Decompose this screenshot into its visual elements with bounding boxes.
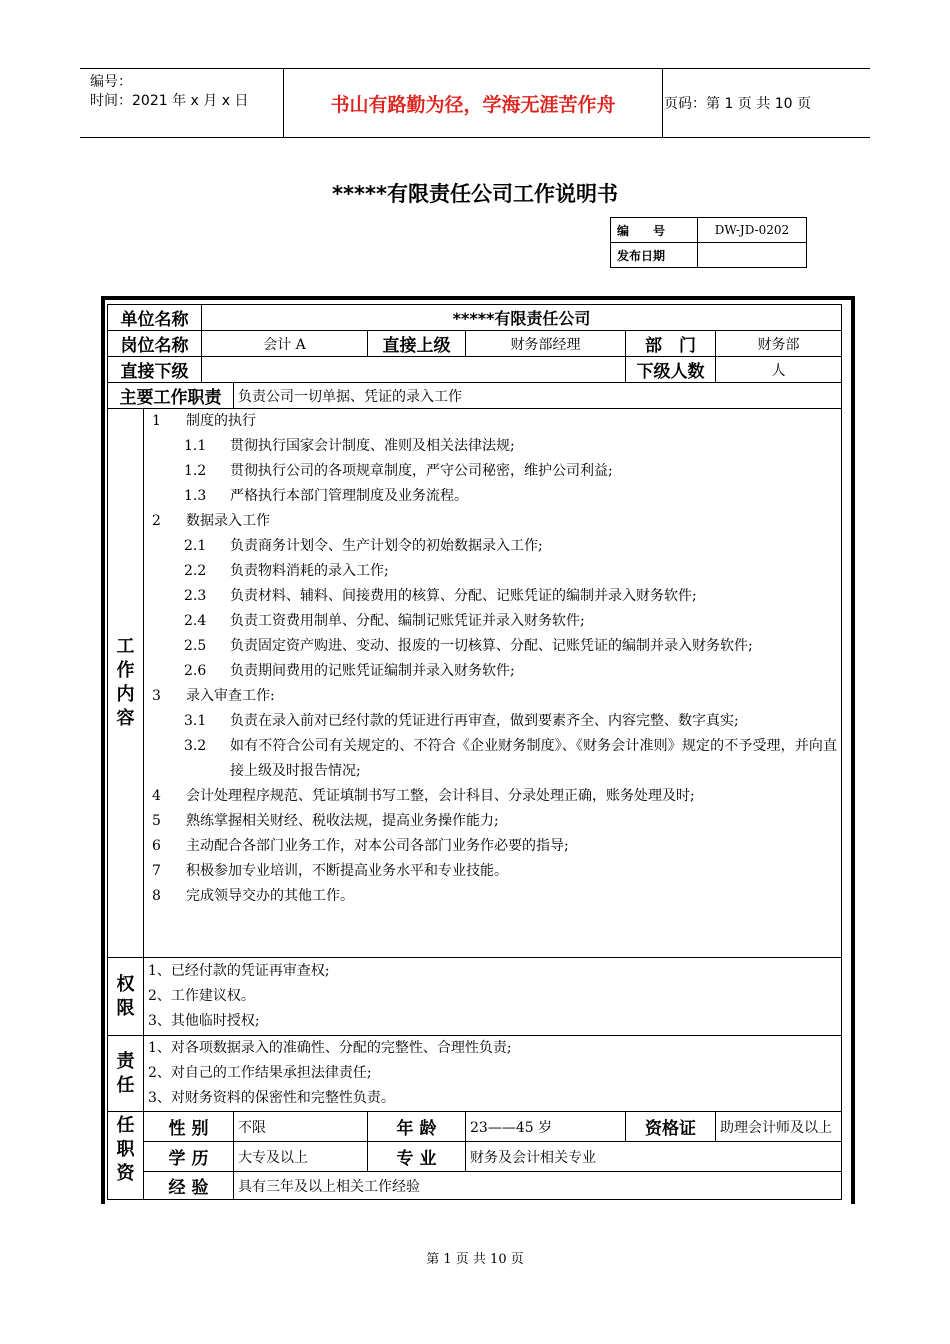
work-item-text: 制度的执行 — [186, 413, 256, 429]
work-item — [148, 584, 837, 609]
edu-value: 大专及以上 — [234, 1142, 368, 1172]
responsibility-label: 责 任 — [108, 1036, 144, 1112]
meta-table — [610, 217, 807, 268]
work-item — [148, 534, 837, 559]
dept-label: 部 门 — [626, 331, 716, 357]
list-item: 1、对各项数据录入的准确性、分配的完整性、合理性负责; — [148, 1040, 512, 1056]
work-item — [148, 809, 837, 834]
document-title: *****有限责任公司工作说明书 — [332, 182, 618, 206]
work-item-text: 严格执行本部门管理制度及业务流程。 — [230, 488, 468, 504]
work-item-text: 负责材料、辅料、间接费用的核算、分配、记账凭证的编制并录入财务软件; — [230, 588, 697, 604]
work-item-number: 3.1 — [184, 713, 207, 729]
exp-value: 具有三年及以上相关工作经验 — [234, 1172, 842, 1200]
unit-value: *****有限责任公司 — [202, 305, 842, 331]
work-item-number: 2.6 — [184, 663, 207, 679]
major-value: 财务及会计相关专业 — [466, 1142, 842, 1172]
code-value: DW-JD-0202 — [698, 218, 807, 243]
list-item: 2、对自己的工作结果承担法律责任; — [148, 1065, 372, 1081]
responsibility-row — [108, 1036, 842, 1112]
work-item — [148, 634, 837, 659]
work-item — [148, 484, 837, 509]
page-label: 页码：第 1 页 共 10 页 — [664, 96, 811, 112]
edu-label: 学 历 — [144, 1142, 234, 1172]
qualification-label: 任 职 资 — [108, 1112, 144, 1200]
work-item-text: 负责固定资产购进、变动、报废的一切核算、分配、记账凭证的编制并录入财务软件; — [230, 638, 753, 654]
work-item-number: 3 — [152, 688, 161, 704]
authority-list — [144, 958, 842, 1036]
subordinate-row — [108, 357, 842, 383]
list-item: 2、工作建议权。 — [148, 988, 255, 1004]
work-item — [148, 459, 837, 484]
gender-value: 不限 — [234, 1112, 368, 1142]
work-item-text: 负责物料消耗的录入工作; — [230, 563, 389, 579]
work-item-text: 贯彻执行国家会计制度、准则及相关法律法规; — [230, 438, 515, 454]
header-left — [90, 73, 248, 111]
unit-label: 单位名称 — [108, 305, 202, 331]
work-item — [148, 659, 837, 684]
work-item — [148, 784, 837, 809]
date-value — [698, 243, 807, 268]
work-item-number: 3.2 — [184, 738, 207, 754]
post-value: 会计 A — [202, 331, 368, 357]
work-item — [148, 709, 837, 734]
duty-row — [108, 383, 842, 409]
page-header — [80, 68, 870, 138]
work-item-text: 如有不符合公司有关规定的、不符合《企业财务制度》、《财务会计准则》规定的不予受理，并向直接上级及时报告情况; — [230, 738, 838, 779]
work-content-row — [108, 409, 842, 958]
list-item: 1、已经付款的凭证再审查权; — [148, 963, 330, 979]
duty-value: 负责公司一切单据、凭证的录入工作 — [234, 383, 842, 409]
work-item-number: 2.5 — [184, 638, 207, 654]
work-item-number: 1 — [152, 413, 161, 429]
work-content-list — [144, 409, 842, 958]
work-item — [148, 834, 837, 859]
cert-label: 资格证 — [626, 1112, 716, 1142]
work-item-number: 2.1 — [184, 538, 207, 554]
work-item-number: 6 — [152, 838, 161, 854]
work-item-text: 负责期间费用的记账凭证编制并录入财务软件; — [230, 663, 515, 679]
page-footer: 第 1 页 共 10 页 — [426, 1252, 524, 1267]
qual-row-1 — [108, 1112, 842, 1142]
work-item — [148, 859, 837, 884]
unit-row — [108, 305, 842, 331]
subordinate-value — [202, 357, 626, 383]
work-item-number: 2.4 — [184, 613, 207, 629]
work-item-number: 2 — [152, 513, 161, 529]
work-item-text: 负责在录入前对已经付款的凭证进行再审查，做到要素齐全、内容完整、数字真实; — [230, 713, 739, 729]
work-item-number: 1.3 — [184, 488, 207, 504]
work-item-text: 完成领导交办的其他工作。 — [186, 888, 354, 904]
dept-value: 财务部 — [716, 331, 842, 357]
authority-label: 权 限 — [108, 958, 144, 1036]
work-item-number: 2.2 — [184, 563, 207, 579]
exp-label: 经 验 — [144, 1172, 234, 1200]
responsibility-list — [144, 1036, 842, 1112]
work-item — [148, 884, 837, 909]
work-item — [148, 559, 837, 584]
work-item-text: 数据录入工作 — [186, 513, 270, 529]
work-item-number: 4 — [152, 788, 161, 804]
work-item-text: 熟练掌握相关财经、税收法规，提高业务操作能力; — [186, 813, 499, 829]
post-label: 岗位名称 — [108, 331, 202, 357]
gender-label: 性 别 — [144, 1112, 234, 1142]
work-item-text: 会计处理程序规范、凭证填制书写工整，会计科目、分录处理正确，账务处理及时; — [186, 788, 695, 804]
work-content-label: 工 作 内 容 — [108, 409, 144, 958]
work-item-text: 贯彻执行公司的各项规章制度，严守公司秘密，维护公司利益; — [230, 463, 613, 479]
work-item-text: 主动配合各部门业务工作，对本公司各部门业务作必要的指导; — [186, 838, 569, 854]
work-item-number: 1.1 — [184, 438, 207, 454]
time-label: 时间：2021 年 x 月 x 日 — [90, 93, 249, 109]
code-label: 编 号 — [611, 218, 698, 243]
number-label: 编号： — [90, 74, 132, 90]
work-item-number: 7 — [152, 863, 161, 879]
age-label: 年 龄 — [368, 1112, 466, 1142]
qual-row-3 — [108, 1172, 842, 1200]
major-label: 专 业 — [368, 1142, 466, 1172]
list-item: 3、其他临时授权; — [148, 1013, 260, 1029]
post-row — [108, 331, 842, 357]
work-item-text: 积极参加专业培训，不断提高业务水平和专业技能。 — [186, 863, 508, 879]
work-item — [148, 609, 837, 634]
form-table — [107, 304, 842, 1200]
duty-label: 主要工作职责 — [108, 383, 234, 409]
work-item-text: 录入审查工作: — [186, 688, 275, 704]
cert-value: 助理会计师及以上 — [716, 1112, 842, 1142]
superior-label: 直接上级 — [368, 331, 466, 357]
sub-count-value: 人 — [716, 357, 842, 383]
work-item — [148, 509, 837, 534]
date-label: 发布日期 — [611, 243, 698, 268]
work-item-number: 2.3 — [184, 588, 207, 604]
work-item-text: 负责商务计划令、生产计划令的初始数据录入工作; — [230, 538, 543, 554]
motto: 书山有路勤为径，学海无涯苦作舟 — [283, 69, 663, 137]
work-item — [148, 409, 837, 434]
sub-count-label: 下级人数 — [626, 357, 716, 383]
work-item — [148, 734, 837, 784]
qual-row-2 — [108, 1142, 842, 1172]
work-item-text: 负责工资费用制单、分配、编制记账凭证并录入财务软件; — [230, 613, 585, 629]
work-item — [148, 434, 837, 459]
work-item-number: 1.2 — [184, 463, 207, 479]
age-value: 23——45 岁 — [466, 1112, 626, 1142]
work-item-number: 5 — [152, 813, 161, 829]
job-description-form — [107, 304, 841, 1198]
list-item: 3、对财务资料的保密性和完整性负责。 — [148, 1090, 395, 1106]
authority-row — [108, 958, 842, 1036]
subordinate-label: 直接下级 — [108, 357, 202, 383]
superior-value: 财务部经理 — [466, 331, 626, 357]
work-item — [148, 684, 837, 709]
work-item-number: 8 — [152, 888, 161, 904]
